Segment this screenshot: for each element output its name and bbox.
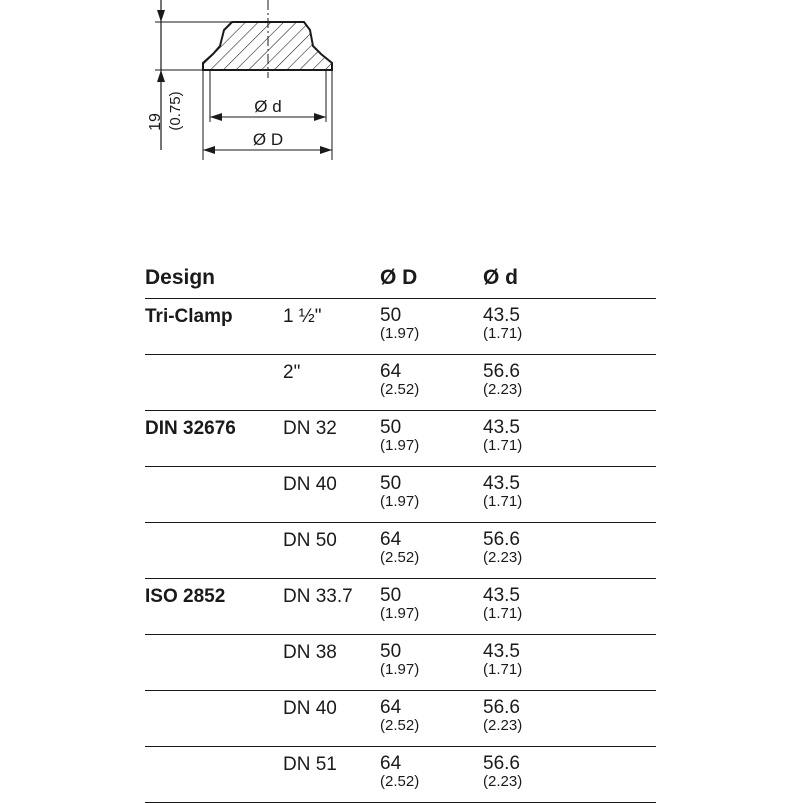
outer-diameter-cell bbox=[380, 642, 419, 677]
inner-inch: (2.23) bbox=[483, 381, 523, 398]
outer-mm: 64 bbox=[380, 529, 402, 550]
table-row bbox=[145, 467, 656, 523]
table-row bbox=[145, 299, 656, 355]
inner-inch: (1.71) bbox=[483, 493, 523, 510]
outer-inch: (1.97) bbox=[380, 325, 420, 342]
design-name: Tri-Clamp bbox=[145, 306, 233, 327]
size: 2" bbox=[283, 362, 301, 383]
outer-diameter-cell bbox=[380, 698, 419, 733]
inner-inch: (1.71) bbox=[483, 325, 523, 342]
outer-diameter-cell bbox=[380, 754, 419, 789]
outer-mm: 64 bbox=[380, 753, 402, 774]
design-name: ISO 2852 bbox=[145, 586, 226, 607]
inner-mm: 56.6 bbox=[483, 753, 520, 774]
inner-mm: 43.5 bbox=[483, 473, 520, 494]
header-inner-diameter: Ø d bbox=[483, 266, 518, 289]
header-design: Design bbox=[145, 266, 216, 289]
table-row bbox=[145, 523, 656, 579]
outer-diameter-cell bbox=[380, 586, 419, 621]
inner-mm: 43.5 bbox=[483, 417, 520, 438]
outer-diameter-cell bbox=[380, 362, 419, 397]
inner-diameter-label: Ø d bbox=[254, 97, 282, 116]
outer-diameter-cell bbox=[380, 474, 419, 509]
table-row bbox=[145, 579, 656, 635]
height-inch-label: (0.75) bbox=[167, 91, 184, 131]
size: DN 32 bbox=[283, 418, 337, 439]
size: DN 38 bbox=[283, 642, 337, 663]
inner-diameter-cell bbox=[483, 698, 522, 733]
table-row bbox=[145, 691, 656, 747]
outer-inch: (2.52) bbox=[380, 773, 420, 790]
outer-inch: (2.52) bbox=[380, 381, 420, 398]
table-row bbox=[145, 355, 656, 411]
dimension-table bbox=[145, 260, 656, 803]
inner-diameter-cell bbox=[483, 474, 522, 509]
table-row bbox=[145, 635, 656, 691]
size: DN 33.7 bbox=[283, 586, 353, 607]
outer-inch: (1.97) bbox=[380, 661, 420, 678]
table-row bbox=[145, 747, 656, 803]
inner-mm: 43.5 bbox=[483, 585, 520, 606]
outer-inch: (2.52) bbox=[380, 549, 420, 566]
inner-diameter-cell bbox=[483, 362, 522, 397]
outer-inch: (2.52) bbox=[380, 717, 420, 734]
inner-diameter-cell bbox=[483, 418, 522, 453]
inner-inch: (2.23) bbox=[483, 717, 523, 734]
size: 1 ½" bbox=[283, 306, 322, 327]
table-row bbox=[145, 411, 656, 467]
outer-inch: (1.97) bbox=[380, 437, 420, 454]
outer-mm: 50 bbox=[380, 473, 402, 494]
size: DN 51 bbox=[283, 754, 337, 775]
outer-mm: 50 bbox=[380, 641, 402, 662]
inner-mm: 43.5 bbox=[483, 641, 520, 662]
inner-diameter-cell bbox=[483, 642, 522, 677]
technical-drawing bbox=[0, 0, 800, 240]
inner-mm: 56.6 bbox=[483, 529, 520, 550]
inner-diameter-cell bbox=[483, 306, 522, 341]
table-header bbox=[145, 260, 656, 299]
inner-inch: (1.71) bbox=[483, 661, 523, 678]
inner-diameter-cell bbox=[483, 754, 522, 789]
inner-inch: (2.23) bbox=[483, 549, 523, 566]
inner-diameter-cell bbox=[483, 586, 522, 621]
inner-mm: 56.6 bbox=[483, 697, 520, 718]
design-name: DIN 32676 bbox=[145, 418, 236, 439]
size: DN 40 bbox=[283, 474, 337, 495]
inner-inch: (1.71) bbox=[483, 605, 523, 622]
size: DN 40 bbox=[283, 698, 337, 719]
outer-inch: (1.97) bbox=[380, 493, 420, 510]
header-outer-diameter: Ø D bbox=[380, 266, 418, 289]
outer-inch: (1.97) bbox=[380, 605, 420, 622]
outer-diameter-cell bbox=[380, 418, 419, 453]
outer-mm: 50 bbox=[380, 585, 402, 606]
size: DN 50 bbox=[283, 530, 337, 551]
inner-mm: 43.5 bbox=[483, 305, 520, 326]
outer-mm: 50 bbox=[380, 417, 402, 438]
height-mm-label: 19 bbox=[147, 113, 164, 131]
outer-diameter-label: Ø D bbox=[252, 130, 284, 149]
outer-mm: 64 bbox=[380, 697, 402, 718]
inner-inch: (2.23) bbox=[483, 773, 523, 790]
inner-inch: (1.71) bbox=[483, 437, 523, 454]
inner-mm: 56.6 bbox=[483, 361, 520, 382]
outer-diameter-cell bbox=[380, 530, 419, 565]
outer-mm: 64 bbox=[380, 361, 402, 382]
inner-diameter-cell bbox=[483, 530, 522, 565]
outer-mm: 50 bbox=[380, 305, 402, 326]
outer-diameter-cell bbox=[380, 306, 419, 341]
